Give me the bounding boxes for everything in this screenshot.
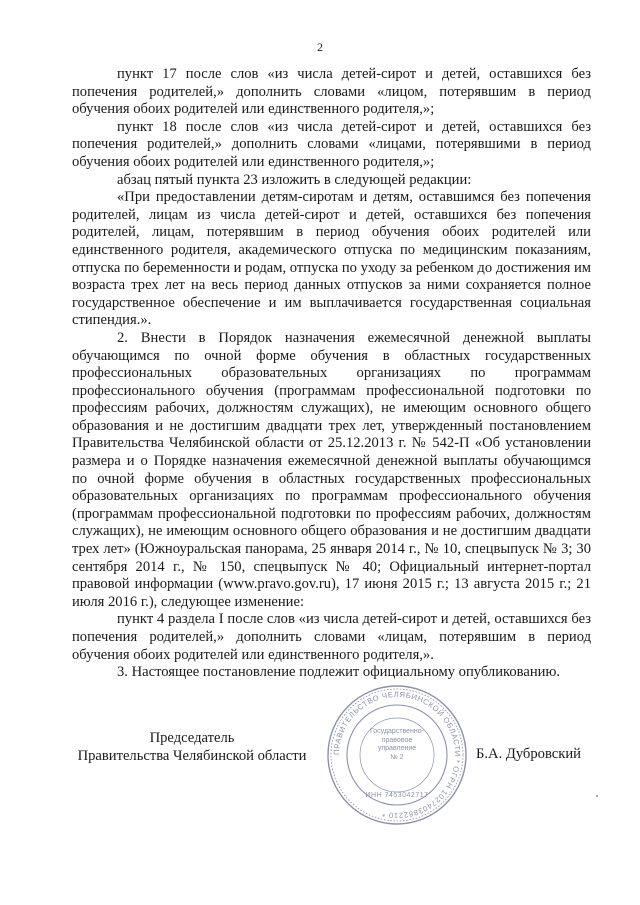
seal-inner-text: Государственно-правовое управление — [369, 728, 425, 752]
seal-icon — [326, 684, 468, 826]
seal-number: № 2 — [390, 753, 404, 761]
signature-block — [0, 714, 640, 834]
paragraph-item-18: пункт 18 после слов «из числа детей-сирот и детей, оставшихся без попечения родителей,» дополнить словами «лицами, потерявшими в период обучения обоих родителей или единственного родителя,»; — [72, 118, 591, 170]
document-body — [72, 66, 591, 682]
seal-inn: ИНН 7453042717 — [365, 792, 429, 799]
paragraph-item-23-text: «При предоставлении детям-сиротам и детям, оставшимся без попечения родителей, лицам из числа детей-сирот и детей, оставшихся без попечения родителей, лицам, потерявшим в период обучения обоих родителей или единственного родителя, академического отпуска по медицинским показаниям, отпуска по беременности и родам, отпуска по уходу за ребенком до достижения им возраста трех лет на весь период данных отпусков за ними сохраняется полное государственное обеспечение и им выплачивается государственная социальная стипендия.». — [72, 189, 591, 329]
signatory-title — [74, 730, 310, 765]
signatory-title-line2: Правительства Челябинской области — [77, 747, 307, 764]
paragraph-item-17: пункт 17 после слов «из числа детей-сирот и детей, оставшихся без попечения родителей,» дополнить словами «лицом, потерявшим в период обучения обоих родителей или единственного родителя,»; — [72, 66, 591, 118]
official-seal-stamp — [326, 684, 468, 826]
paragraph-item-4: пункт 4 раздела I после слов «из числа детей-сирот и детей, оставшихся без попечения родителей,» дополнить словами «лицам, потерявшим в период обучения обоих родителей или единственного родителя,». — [72, 611, 591, 663]
signatory-title-line1: Председатель — [149, 730, 235, 746]
paragraph-item-23-intro: абзац пятый пункта 23 изложить в следующей редакции: — [117, 171, 472, 188]
page-number: 2 — [317, 40, 323, 54]
paragraph-section-2: 2. Внести в Порядок назначения ежемесячной денежной выплаты обучающимся по очной форме обучения в областных государственных профессиональных образовательных организациях по программам профессионального обучения (программам профессиональной подготовки по профессиям рабочих, должностям служащих), не имеющим основного общего образования и не достигшим двадцати трех лет, утвержденный постановлением Правительства Челябинской области от 25.12.2013 г. № 542-П «Об установлении размера и о Порядке назначения ежемесячной денежной выплаты обучающимся по очной форме обучения в областных государственных профессиональных образовательных организациях по программам профессионального обучения (программам профессиональной подготовки по профессиям рабочих, должностям служащих), не имеющим основного общего образования и не достигшим двадцати трех лет» (Южноуральская панорама, 25 января 2014 г., № 10, спецвыпуск № 3; 30 сентября 2014 г., № 150, спецвыпуск № 40; Официальный интернет-портал правовой информации (www.pravo.gov.ru), 17 июня 2015 г.; 13 августа 2015 г.; 21 июля 2016 г.), следующее изменение: — [72, 329, 591, 610]
signatory-name: Б.А. Дубровский — [476, 746, 581, 762]
paragraph-section-3: 3. Настоящее постановление подлежит официальному опубликованию. — [117, 664, 561, 681]
scan-mark — [596, 795, 598, 797]
seal-outer-text: ПРАВИТЕЛЬСТВО ЧЕЛЯБИНСКОЙ ОБЛАСТИ * ОГРН 1027403882210 * — [331, 689, 463, 821]
